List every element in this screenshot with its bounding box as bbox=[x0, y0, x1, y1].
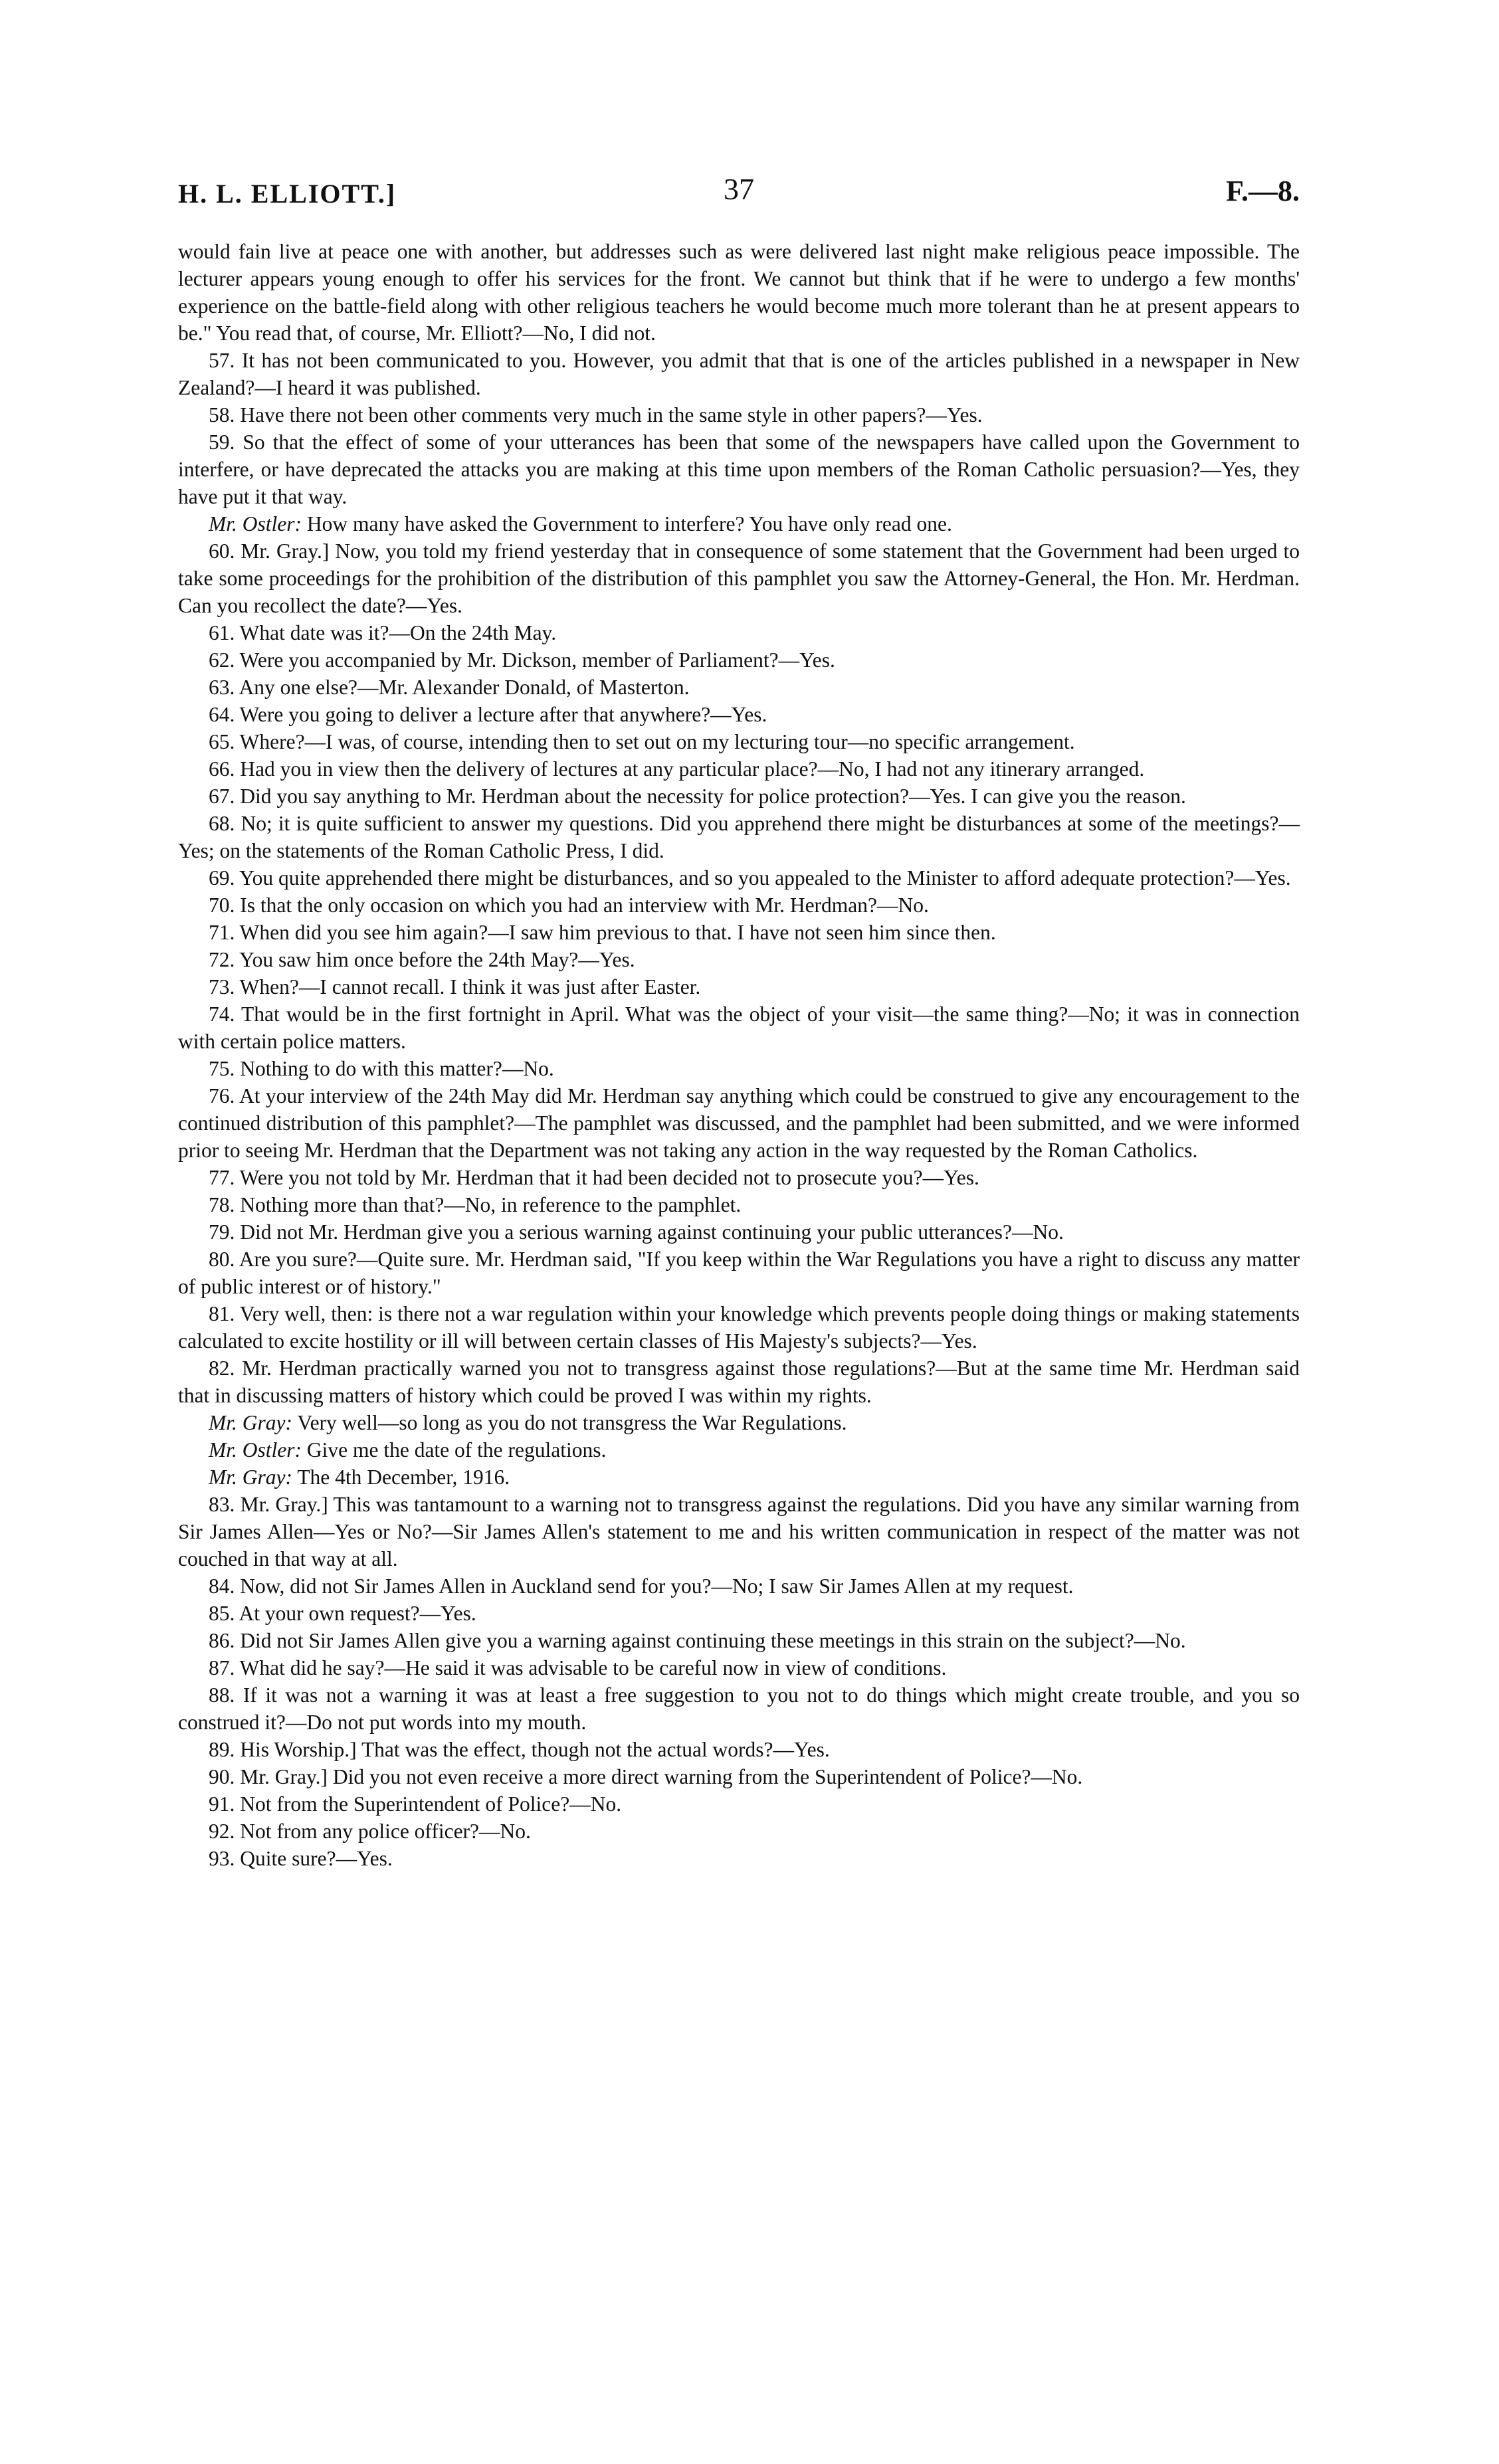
paragraph bbox=[178, 1681, 1300, 1736]
paragraph bbox=[178, 537, 1300, 619]
paragraph bbox=[178, 1409, 1300, 1436]
paragraph bbox=[178, 1436, 1300, 1464]
paragraph-text: 63. Any one else?—Mr. Alexander Donald, of Masterton. bbox=[209, 676, 690, 699]
paragraph bbox=[178, 864, 1300, 892]
paragraph bbox=[178, 401, 1300, 428]
paragraph-text: 60. Mr. Gray.] Now, you told my friend yesterday that in consequence of some statement that the Government had been urged to take some proceedings for the prohibition of the distribution of this pamphlet you saw the Attorney-General, the Hon. Mr. Herdman. Can you recollect the date?—Yes. bbox=[178, 539, 1300, 617]
paragraph-text: 83. Mr. Gray.] This was tantamount to a warning not to transgress against the regulations. Did you have any similar warning from Sir James Allen—Yes or No?—Sir James Allen's statement to me and his written communication in respect of the matter was not couched in that way at all. bbox=[178, 1493, 1300, 1570]
speaker-label: Mr. Gray: bbox=[209, 1466, 292, 1489]
paragraph-text: 57. It has not been communicated to you. However, you admit that that is one of the articles published in a newspaper in New Zealand?—I heard it was published. bbox=[178, 349, 1300, 399]
paragraph bbox=[178, 919, 1300, 946]
paragraph bbox=[178, 510, 1300, 537]
paragraph-text: 74. That would be in the first fortnight in April. What was the object of your visit—the same thing?—No; it was in connection with certain police matters. bbox=[178, 1002, 1300, 1053]
paragraph-text: 77. Were you not told by Mr. Herdman that it had been decided not to prosecute you?—Yes. bbox=[209, 1166, 979, 1189]
document-reference: F.—8. bbox=[1226, 175, 1300, 207]
paragraph-text: 79. Did not Mr. Herdman give you a serious warning against continuing your public utterances?—No. bbox=[209, 1220, 1064, 1244]
paragraph bbox=[178, 619, 1300, 646]
paragraph bbox=[178, 1082, 1300, 1164]
paragraph bbox=[178, 1818, 1300, 1845]
paragraph-text: 90. Mr. Gray.] Did you not even receive a more direct warning from the Superintendent of Police?—No. bbox=[209, 1765, 1083, 1788]
paragraph-text: 81. Very well, then: is there not a war regulation within your knowledge which prevents people doing things or making statements calculated to excite hostility or ill will between certain classes of His Majesty's subjects?—Yes. bbox=[178, 1302, 1300, 1353]
paragraph-text: 70. Is that the only occasion on which you had an interview with Mr. Herdman?—No. bbox=[209, 894, 929, 917]
paragraph-text: 66. Had you in view then the delivery of lectures at any particular place?—No, I had not any itinerary arranged. bbox=[209, 757, 1145, 781]
paragraph-text: 67. Did you say anything to Mr. Herdman about the necessity for police protection?—Yes. I can give you the reason. bbox=[209, 785, 1186, 808]
paragraph-text: How many have asked the Government to interfere? You have only read one. bbox=[306, 512, 952, 535]
paragraph-text: 61. What date was it?—On the 24th May. bbox=[209, 621, 557, 644]
paragraph-text: 84. Now, did not Sir James Allen in Auckland send for you?—No; I saw Sir James Allen at my request. bbox=[209, 1574, 1074, 1598]
paragraph bbox=[178, 1790, 1300, 1818]
paragraph-text: 85. At your own request?—Yes. bbox=[209, 1602, 476, 1625]
paragraph-text: 59. So that the effect of some of your utterances has been that some of the newspapers have called upon the Government to interfere, or have deprecated the attacks you are making at this time upon members of the Roman Catholic persuasion?—Yes, they have put it that way. bbox=[178, 430, 1300, 508]
paragraph-text: 58. Have there not been other comments very much in the same style in other papers?—Yes. bbox=[209, 403, 983, 426]
paragraph bbox=[178, 892, 1300, 919]
paragraph bbox=[178, 428, 1300, 510]
paragraph-text: Very well—so long as you do not transgress the War Regulations. bbox=[297, 1411, 847, 1434]
paragraph bbox=[178, 347, 1300, 401]
paragraph bbox=[178, 1736, 1300, 1763]
paragraph bbox=[178, 1055, 1300, 1082]
paragraph-text: 82. Mr. Herdman practically warned you not to transgress against those regulations?—But at the same time Mr. Herdman said that in discussing matters of history which could be proved I was within my rights. bbox=[178, 1357, 1300, 1407]
paragraph bbox=[178, 1164, 1300, 1191]
paragraph bbox=[178, 1355, 1300, 1409]
paragraph-text: 78. Nothing more than that?—No, in reference to the pamphlet. bbox=[209, 1193, 742, 1216]
paragraph bbox=[178, 755, 1300, 783]
paragraph-text: 88. If it was not a warning it was at least a free suggestion to you not to do things which might create trouble, and you so construed it?—Do not put words into my mouth. bbox=[178, 1683, 1300, 1734]
paragraph bbox=[178, 946, 1300, 973]
paragraph-text: 69. You quite apprehended there might be disturbances, and so you appealed to the Minister to afford adequate protection?—Yes. bbox=[209, 866, 1291, 890]
paragraph bbox=[178, 783, 1300, 810]
paragraph-text: 89. His Worship.] That was the effect, though not the actual words?—Yes. bbox=[209, 1738, 830, 1761]
page-header bbox=[178, 171, 1300, 238]
paragraph bbox=[178, 1572, 1300, 1600]
paragraph-text: 93. Quite sure?—Yes. bbox=[209, 1847, 393, 1870]
paragraph-text: 87. What did he say?—He said it was advisable to be careful now in view of conditions. bbox=[209, 1656, 947, 1679]
paragraph-text: 65. Where?—I was, of course, intending then to set out on my lecturing tour—no specific arrangement. bbox=[209, 730, 1075, 753]
paragraph bbox=[178, 1491, 1300, 1572]
paragraph bbox=[178, 1763, 1300, 1790]
speaker-label: Mr. Gray: bbox=[209, 1411, 292, 1434]
paragraph-text: 91. Not from the Superintendent of Police?—No. bbox=[209, 1792, 622, 1816]
paragraph bbox=[178, 1464, 1300, 1491]
paragraph bbox=[178, 1246, 1300, 1300]
witness-name: H. L. ELLIOTT.] bbox=[178, 179, 397, 209]
paragraph bbox=[178, 238, 1300, 347]
paragraph-text: 62. Were you accompanied by Mr. Dickson, member of Parliament?—Yes. bbox=[209, 648, 835, 672]
paragraph-text: 75. Nothing to do with this matter?—No. bbox=[209, 1057, 554, 1080]
paragraph-text: 76. At your interview of the 24th May did Mr. Herdman say anything which could be construed to give any encouragement to the continued distribution of this pamphlet?—The pamphlet was discussed, and the pamphlet had been submitted, and we were informed prior to seeing Mr. Herdman that the Department was not taking any action in the way requested by the Roman Catholics. bbox=[178, 1084, 1300, 1162]
paragraph bbox=[178, 973, 1300, 1000]
speaker-label: Mr. Ostler: bbox=[209, 1438, 302, 1462]
paragraph-text: 71. When did you see him again?—I saw him previous to that. I have not seen him since then. bbox=[209, 921, 996, 944]
paragraph bbox=[178, 1191, 1300, 1218]
paragraph-text: 68. No; it is quite sufficient to answer my questions. Did you apprehend there might be disturbances at some of the meetings?—Yes; on the statements of the Roman Catholic Press, I did. bbox=[178, 812, 1300, 862]
paragraph-text: would fain live at peace one with another, but addresses such as were delivered last night make religious peace impossible. The lecturer appears young enough to offer his services for the front. We cannot but think that if he were to undergo a few months' experience on the battle-field along with other religious teachers he would become much more tolerant than he at present appears to be." You read that, of course, Mr. Elliott?—No, I did not. bbox=[178, 240, 1300, 345]
paragraph bbox=[178, 728, 1300, 755]
paragraph-text: 72. You saw him once before the 24th May?—Yes. bbox=[209, 948, 635, 971]
paragraph bbox=[178, 701, 1300, 728]
evidence-text bbox=[178, 238, 1300, 1872]
paragraph bbox=[178, 674, 1300, 701]
speaker-label: Mr. Ostler: bbox=[209, 512, 302, 535]
paragraph bbox=[178, 1218, 1300, 1246]
paragraph bbox=[178, 810, 1300, 864]
page-number: 37 bbox=[724, 172, 754, 206]
paragraph-text: 80. Are you sure?—Quite sure. Mr. Herdman said, "If you keep within the War Regulations you have a right to discuss any matter of public interest or of history." bbox=[178, 1248, 1300, 1298]
paragraph bbox=[178, 1000, 1300, 1055]
paragraph-text: 64. Were you going to deliver a lecture after that anywhere?—Yes. bbox=[209, 703, 767, 726]
paragraph bbox=[178, 1627, 1300, 1654]
paragraph bbox=[178, 1845, 1300, 1872]
paragraph-text: 92. Not from any police officer?—No. bbox=[209, 1820, 531, 1843]
paragraph bbox=[178, 1300, 1300, 1355]
paragraph-text: Give me the date of the regulations. bbox=[306, 1438, 607, 1462]
paragraph-text: 86. Did not Sir James Allen give you a warning against continuing these meetings in this strain on the subject?—No. bbox=[209, 1629, 1186, 1652]
paragraph-text: 73. When?—I cannot recall. I think it was just after Easter. bbox=[209, 975, 701, 998]
paragraph-text: The 4th December, 1916. bbox=[297, 1466, 510, 1489]
paragraph bbox=[178, 646, 1300, 674]
paragraph bbox=[178, 1654, 1300, 1681]
paragraph bbox=[178, 1600, 1300, 1627]
